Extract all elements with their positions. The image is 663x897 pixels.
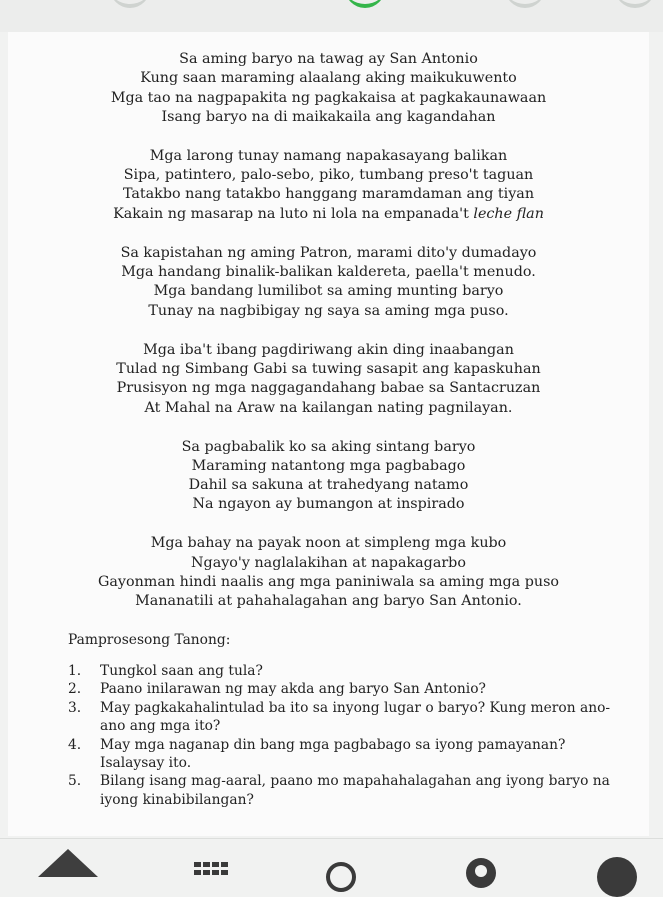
poem-stanza: [8, 438, 649, 515]
poem-line: Maraming natantong mga pagbabago: [191, 457, 466, 474]
poem-stanza: [8, 147, 649, 224]
question-text: Tungkol saan ang tula?: [100, 663, 263, 679]
questions-heading: Pamprosesong Tanong:: [68, 632, 231, 648]
search-icon[interactable]: [326, 862, 356, 892]
poem-line: Sa kapistahan ng aming Patron, marami dito'y dumadayo: [120, 244, 537, 261]
active-tab-indicator[interactable]: [345, 0, 385, 8]
question-item: [68, 772, 628, 809]
top-bar: [0, 0, 663, 32]
question-number: 1.: [68, 663, 82, 679]
tab-indicator[interactable]: [615, 0, 655, 8]
poem-line: Mga larong tunay namang napakasayang balikan: [149, 147, 508, 164]
poem-line: Dahil sa sakuna at trahedyang natamo: [188, 477, 469, 494]
poem: [8, 50, 649, 612]
question-number: 3.: [68, 699, 82, 716]
question-text: May mga naganap din bang mga pagbabago sa iyong pamayanan? Isalaysay ito.: [100, 736, 566, 772]
poem-line-text: Kakain ng masarap na luto ni lola na empanada't: [113, 205, 469, 222]
tab-indicator[interactable]: [110, 0, 150, 8]
question-text: May pagkakahalintulad ba ito sa inyong lugar o baryo? Kung meron ano-ano ang mga ito?: [100, 699, 611, 735]
grid-icon[interactable]: [194, 862, 228, 876]
poem-line: Mga handang binalik-balikan kaldereta, paella't menudo.: [121, 264, 536, 281]
poem-line: Sipa, patintero, palo-sebo, piko, tumbang preso't taguan: [123, 167, 534, 184]
poem-line: Isang baryo na di maikakaila ang kagandahan: [161, 108, 496, 125]
question-item: [68, 662, 628, 680]
poem-line: Sa aming baryo na tawag ay San Antonio: [179, 51, 478, 67]
profile-icon[interactable]: [597, 857, 637, 897]
question-text: Paano inilarawan ng may akda ang baryo San Antonio?: [100, 681, 486, 698]
question-number: 2.: [68, 681, 82, 698]
poem-line: Tatakbo nang tatakbo hanggang maramdaman ang tiyan: [122, 186, 535, 203]
poem-stanza: [8, 50, 649, 127]
poem-line: Tulad ng Simbang Gabi sa tuwing sasapit ang kapaskuhan: [116, 360, 541, 377]
lightbulb-icon[interactable]: [466, 858, 496, 888]
poem-stanza: [8, 244, 649, 321]
question-text: Bilang isang mag-aaral, paano mo mapahahalagahan ang iyong baryo na iyong kinabibilangan?: [100, 773, 610, 808]
poem-line: Ngayo'y naglalakihan at napakagarbo: [191, 554, 466, 571]
home-icon[interactable]: [38, 849, 98, 877]
questions-list: [68, 662, 628, 809]
bottom-navigation: [0, 838, 663, 876]
poem-line: Mga tao na nagpapakita ng pagkakaisa at pagkakaunawaan: [110, 89, 547, 106]
poem-line-italic: leche flan: [473, 205, 544, 222]
processing-questions: [68, 630, 628, 809]
poem-line: At Mahal na Araw na kailangan nating pagnilayan.: [144, 399, 513, 416]
question-item: [68, 736, 628, 773]
poem-line: Sa pagbabalik ko sa aking sintang baryo: [181, 438, 476, 455]
tab-indicator[interactable]: [505, 0, 545, 8]
poem-line: Mga bandang lumilibot sa aming munting baryo: [153, 283, 504, 300]
poem-line: Mga bahay na payak noon at simpleng mga kubo: [150, 535, 507, 552]
poem-line: Prusisyon ng mga naggagandahang babae sa Santacruzan: [116, 380, 541, 397]
question-item: [68, 699, 628, 736]
poem-stanza: [8, 341, 649, 418]
poem-line: Na ngayon ay bumangon at inspirado: [192, 496, 465, 513]
poem-line: Kung saan maraming alaalang aking maikukuwento: [140, 70, 517, 87]
document-page: [8, 32, 649, 836]
poem-line: [8, 205, 649, 224]
poem-stanza: [8, 534, 649, 611]
poem-line: Gayonman hindi naalis ang mga paniniwala sa aming mga puso: [97, 573, 560, 590]
poem-line: Tunay na nagbibigay ng saya sa aming mga puso.: [148, 302, 509, 319]
question-number: 5.: [68, 773, 82, 790]
question-number: 4.: [68, 736, 82, 753]
question-item: [68, 680, 628, 698]
poem-line: Mga iba't ibang pagdiriwang akin ding inaabangan: [143, 341, 514, 358]
poem-line: Mananatili at pahahalagahan ang baryo San Antonio.: [135, 593, 522, 610]
